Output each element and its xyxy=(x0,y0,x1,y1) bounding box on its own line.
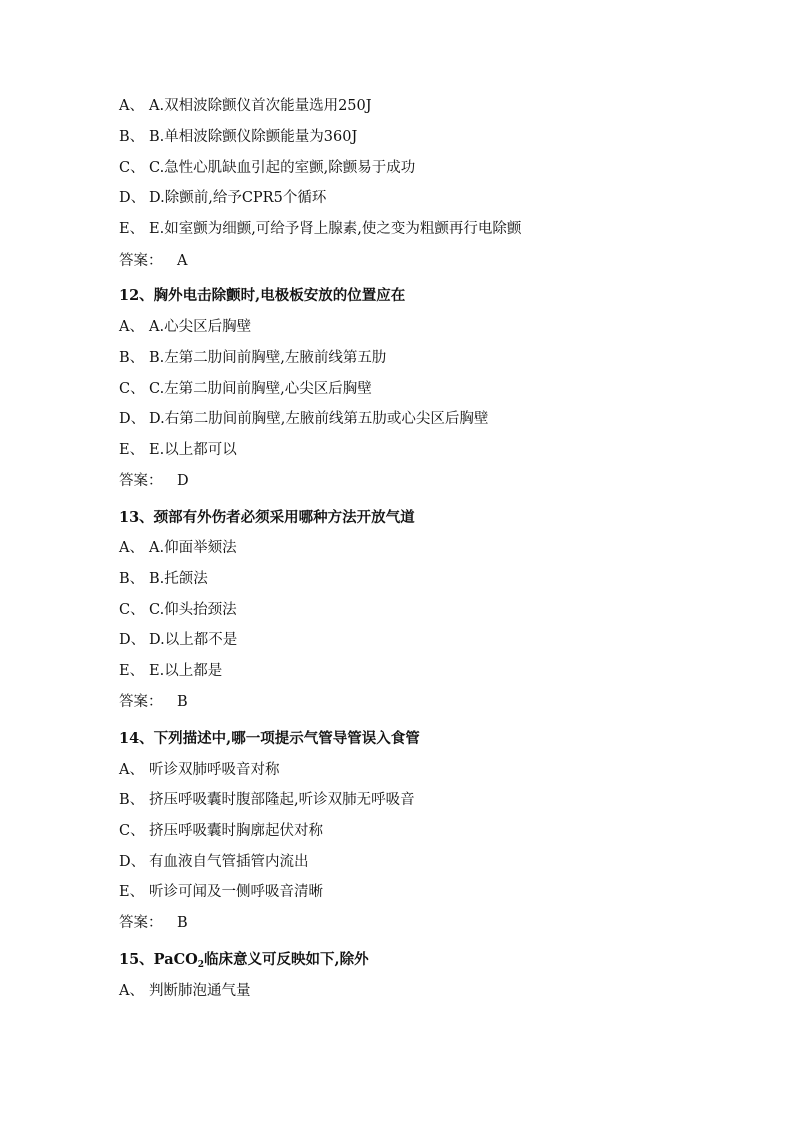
answer-row xyxy=(119,912,188,934)
option-row xyxy=(119,629,237,651)
option-text: C.仰头抬颈法 xyxy=(149,602,237,618)
option-row xyxy=(119,568,208,590)
option-text: 挤压呼吸囊时腹部隆起,听诊双肺无呼吸音 xyxy=(149,792,415,808)
option-text: D.以上都不是 xyxy=(149,632,238,648)
option-text: A.双相波除颤仪首次能量选用250J xyxy=(149,98,372,114)
answer-value: A xyxy=(177,253,188,269)
question-title: 13、颈部有外伤者必须采用哪种方法开放气道 xyxy=(119,509,415,526)
option-letter: A、 xyxy=(119,762,144,778)
option-text: A.仰面举颏法 xyxy=(149,540,237,556)
option-row xyxy=(119,789,415,811)
answer-row xyxy=(119,691,188,713)
option-row xyxy=(119,537,237,559)
answer-value: D xyxy=(177,473,189,489)
option-row xyxy=(119,157,415,179)
option-letter: B、 xyxy=(119,129,145,145)
option-row xyxy=(119,95,372,117)
option-row xyxy=(119,316,251,338)
option-row xyxy=(119,881,323,903)
option-row xyxy=(119,126,357,148)
option-text: 听诊可闻及一侧呼吸音清晰 xyxy=(149,884,323,900)
option-row xyxy=(119,187,326,209)
option-text: B.单相波除颤仪除颤能量为360J xyxy=(149,129,358,145)
question-title xyxy=(119,949,369,971)
option-letter: A、 xyxy=(119,98,144,114)
option-letter: C、 xyxy=(119,381,145,397)
option-letter: E、 xyxy=(119,884,145,900)
option-letter: D、 xyxy=(119,411,146,427)
answer-label: 答案： xyxy=(119,253,163,269)
answer-label: 答案： xyxy=(119,915,163,931)
option-text: E.以上都是 xyxy=(149,663,223,679)
option-text: 判断肺泡通气量 xyxy=(149,983,251,999)
option-row xyxy=(119,439,237,461)
answer-row xyxy=(119,250,187,272)
option-text: 挤压呼吸囊时胸廓起伏对称 xyxy=(149,823,323,839)
question-title: 14、下列描述中,哪一项提示气管导管误入食管 xyxy=(119,730,420,747)
option-letter: A、 xyxy=(119,540,144,556)
option-text: 有血液自气管插管内流出 xyxy=(149,854,309,870)
option-text: 听诊双肺呼吸音对称 xyxy=(149,762,280,778)
option-letter: E、 xyxy=(119,221,145,237)
option-row xyxy=(119,599,237,621)
subscript-2: 2 xyxy=(197,960,205,970)
option-text: D.除颤前,给予CPR5个循环 xyxy=(149,190,327,206)
answer-value: B xyxy=(177,915,188,931)
option-letter: B、 xyxy=(119,350,145,366)
answer-label: 答案： xyxy=(119,473,163,489)
option-row xyxy=(119,851,309,873)
question-title: 12、胸外电击除颤时,电极板安放的位置应在 xyxy=(119,287,406,304)
option-letter: D、 xyxy=(119,190,146,206)
option-text: D.右第二肋间前胸壁,左腋前线第五肋或心尖区后胸壁 xyxy=(149,411,489,427)
option-text: C.急性心肌缺血引起的室颤,除颤易于成功 xyxy=(149,160,416,176)
option-row xyxy=(119,347,386,369)
option-text: A.心尖区后胸壁 xyxy=(149,319,252,335)
option-row xyxy=(119,980,251,1002)
answer-row xyxy=(119,470,189,492)
question-title-prefix: 15、PaCO xyxy=(119,951,198,968)
option-row xyxy=(119,378,372,400)
option-text: E.以上都可以 xyxy=(149,442,237,458)
option-letter: A、 xyxy=(119,983,144,999)
option-letter: C、 xyxy=(119,823,145,839)
option-text: B.托颌法 xyxy=(149,571,208,587)
option-letter: E、 xyxy=(119,663,145,679)
option-letter: B、 xyxy=(119,571,145,587)
option-letter: B、 xyxy=(119,792,145,808)
option-letter: E、 xyxy=(119,442,145,458)
option-row xyxy=(119,759,280,781)
option-text: E.如室颤为细颤,可给予肾上腺素,使之变为粗颤再行电除颤 xyxy=(149,221,522,237)
option-text: B.左第二肋间前胸壁,左腋前线第五肋 xyxy=(149,350,387,366)
answer-label: 答案： xyxy=(119,694,163,710)
option-row xyxy=(119,820,323,842)
option-letter: A、 xyxy=(119,319,144,335)
option-row xyxy=(119,218,521,240)
option-row xyxy=(119,660,222,682)
answer-value: B xyxy=(177,694,188,710)
question-title-suffix: 临床意义可反映如下,除外 xyxy=(204,951,369,968)
option-letter: C、 xyxy=(119,160,145,176)
option-letter: C、 xyxy=(119,602,145,618)
option-letter: D、 xyxy=(119,632,146,648)
option-row xyxy=(119,408,488,430)
option-letter: D、 xyxy=(119,854,146,870)
option-text: C.左第二肋间前胸壁,心尖区后胸壁 xyxy=(149,381,372,397)
